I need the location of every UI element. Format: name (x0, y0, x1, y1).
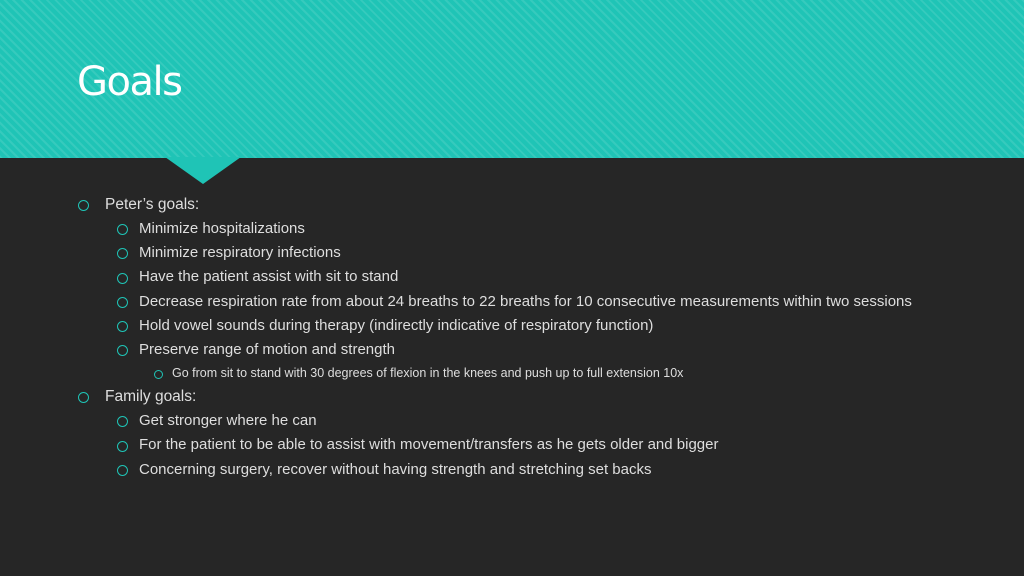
bullet-item (78, 338, 998, 362)
bullet-text: Get stronger where he can (139, 412, 317, 430)
circle-bullet-icon (78, 200, 89, 211)
bullet-item (78, 290, 998, 314)
header-notch-pointer (165, 157, 241, 184)
bullet-text: For the patient to be able to assist with movement/transfers as he gets older and bigger (139, 436, 719, 454)
bullet-item (78, 362, 998, 385)
bullet-item (78, 433, 998, 457)
bullet-item (78, 385, 998, 409)
bullet-text: Peter’s goals: (105, 196, 200, 213)
circle-bullet-icon (117, 321, 128, 332)
circle-bullet-icon (154, 370, 163, 379)
circle-bullet-icon (117, 416, 128, 427)
bullet-text: Family goals: (105, 388, 197, 406)
bullet-list (78, 193, 998, 482)
circle-bullet-icon (117, 345, 128, 356)
bullet-text: Go from sit to stand with 30 degrees of flexion in the knees and push up to full extension 10x (172, 366, 684, 381)
bullet-text: Minimize hospitalizations (139, 220, 305, 237)
bullet-item (78, 265, 998, 289)
bullet-item (78, 314, 998, 338)
bullet-text: Preserve range of motion and strength (139, 341, 395, 359)
circle-bullet-icon (117, 441, 128, 452)
bullet-text: Minimize respiratory infections (139, 244, 341, 262)
circle-bullet-icon (117, 297, 128, 308)
bullet-text: Concerning surgery, recover without having strength and stretching set backs (139, 460, 652, 478)
bullet-item (78, 193, 998, 217)
bullet-text: Decrease respiration rate from about 24 breaths to 22 breaths for 10 consecutive measurements within two sessions (139, 292, 912, 310)
bullet-item (78, 241, 998, 265)
bullet-item (78, 409, 998, 433)
bullet-text: Have the patient assist with sit to stand (139, 268, 399, 286)
circle-bullet-icon (78, 392, 89, 403)
bullet-item (78, 458, 998, 482)
circle-bullet-icon (117, 224, 128, 235)
slide-title: Goals (77, 59, 182, 105)
slide-body (78, 193, 998, 482)
bullet-text: Hold vowel sounds during therapy (indirectly indicative of respiratory function) (139, 316, 654, 334)
bullet-item (78, 217, 998, 241)
circle-bullet-icon (117, 465, 128, 476)
circle-bullet-icon (117, 248, 128, 259)
circle-bullet-icon (117, 273, 128, 284)
